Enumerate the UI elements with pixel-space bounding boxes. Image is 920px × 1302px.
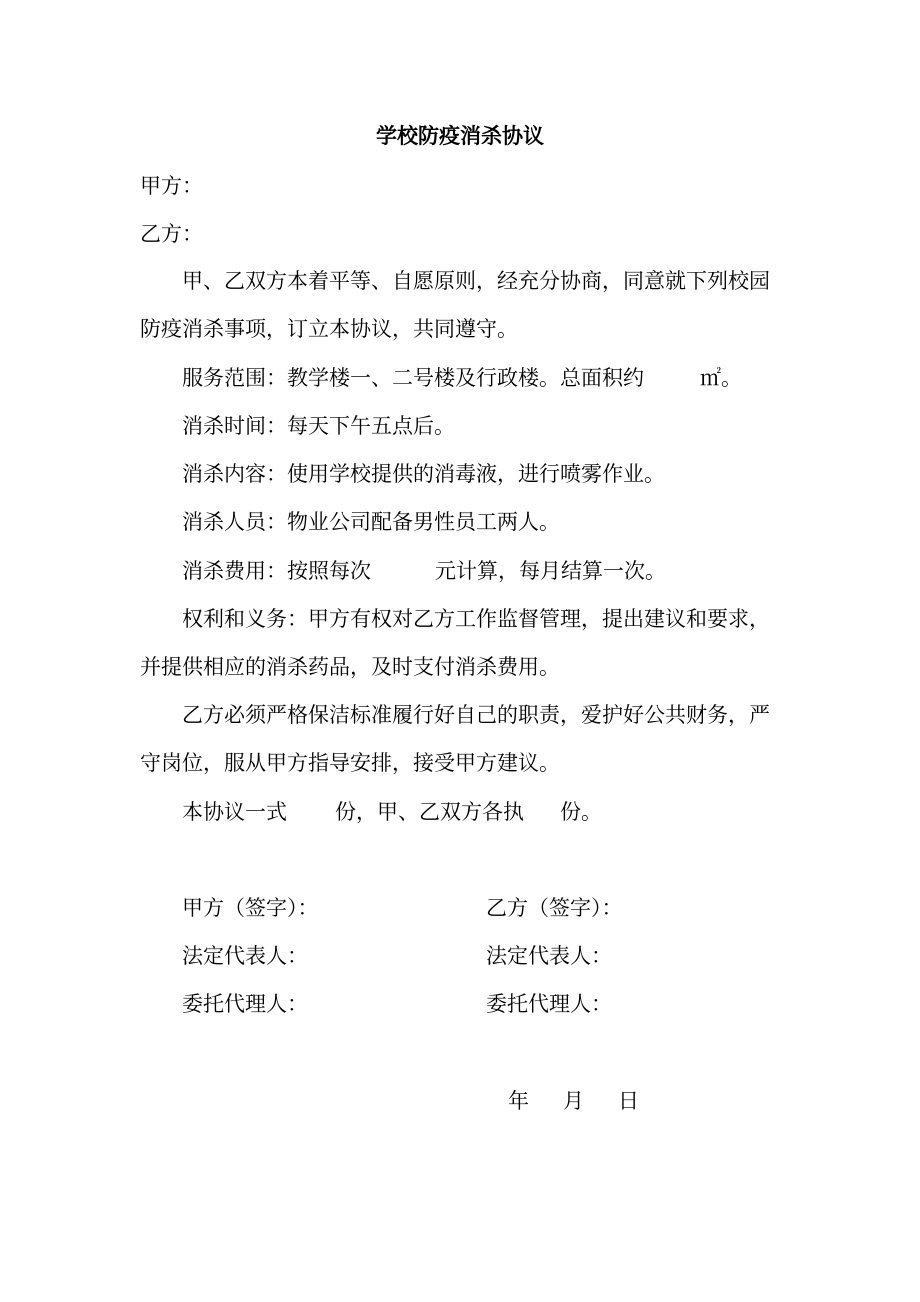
party-a-signature: 甲方（签字）： [182, 896, 319, 920]
party-b-label: 乙方： [140, 222, 203, 246]
party-b-authorized-agent: 委托代理人： [486, 992, 612, 1016]
party-b-signature: 乙方（签字）： [486, 896, 623, 920]
party-a-authorized-agent: 委托代理人： [182, 992, 308, 1016]
signing-date [508, 1085, 639, 1117]
copies-part-3: 份。 [560, 800, 602, 824]
fee-suffix: 元计算，每月结算一次。 [435, 559, 666, 583]
disinfection-time: 消杀时间：每天下午五点后。 [182, 414, 455, 438]
intro-paragraph-line-1: 甲、乙双方本着平等、自愿原则，经充分协商，同意就下列校园 [182, 269, 770, 293]
disinfection-content: 消杀内容：使用学校提供的消毒液，进行喷雾作业。 [182, 462, 665, 486]
rights-paragraph-line-2: 并提供相应的消杀药品，及时支付消杀费用。 [140, 655, 560, 679]
service-scope [182, 362, 742, 394]
date-year: 年 [508, 1089, 529, 1113]
date-month: 月 [563, 1089, 584, 1113]
service-scope-text: 服务范围：教学楼一、二号楼及行政楼。总面积约 [182, 366, 644, 390]
document-title: 学校防疫消杀协议 [376, 123, 544, 148]
duty-paragraph-line-1: 乙方必须严格保洁标准履行好自己的职责，爱护好公共财务，严 [182, 703, 770, 727]
area-unit: ㎡。 [700, 366, 742, 390]
copies-part-1: 本协议一式 [182, 800, 287, 824]
date-day: 日 [618, 1089, 639, 1113]
disinfection-staff: 消杀人员：物业公司配备男性员工两人。 [182, 510, 560, 534]
rights-paragraph-line-1: 权利和义务：甲方有权对乙方工作监督管理，提出建议和要求， [182, 607, 770, 631]
intro-paragraph-line-2: 防疫消杀事项，订立本协议，共同遵守。 [140, 317, 518, 341]
copies-clause [182, 796, 602, 828]
party-a-label: 甲方： [140, 174, 203, 198]
copies-part-2: 份，甲、乙双方各执 [335, 800, 524, 824]
disinfection-fee [182, 555, 666, 587]
party-a-legal-representative: 法定代表人： [182, 944, 308, 968]
fee-prefix: 消杀费用：按照每次 [182, 559, 371, 583]
duty-paragraph-line-2: 守岗位，服从甲方指导安排，接受甲方建议。 [140, 751, 560, 775]
party-b-legal-representative: 法定代表人： [486, 944, 612, 968]
